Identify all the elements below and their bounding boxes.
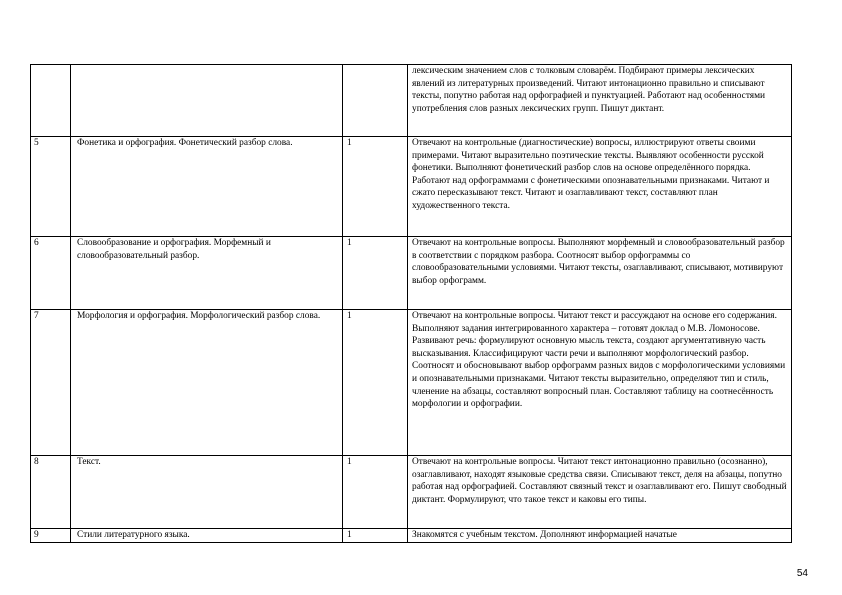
- row-topic: Стили литературного языка.: [71, 529, 343, 543]
- row-description: Отвечают на контрольные вопросы. Выполняют морфемный и словообразовательный разбор в соответствии с порядком разбора. Соотносят выбор орфограммы со словообразовательными условиями. Читают тексты, озаглавливают, списывают, мотивируют выбор орфограмм.: [408, 237, 792, 310]
- row-hours: [343, 65, 408, 137]
- row-description: Отвечают на контрольные вопросы. Читают текст интонационно правильно (осознанно), озаглавливают, находят языковые средства связи. Списывают текст, деля на абзацы, попутно работая над орфографией. Составляют связный текст и озаглавливают его. Пишут свободный диктант. Формулируют, что такое текст и каковы его типы.: [408, 456, 792, 529]
- row-topic: [71, 65, 343, 137]
- row-number: [31, 65, 71, 137]
- table-row: [31, 310, 792, 456]
- row-hours: 1: [343, 456, 408, 529]
- table-row: [31, 137, 792, 237]
- row-description: Знакомятся с учебным текстом. Дополняют информацией начатые: [408, 529, 792, 543]
- row-topic: Текст.: [71, 456, 343, 529]
- row-number: 6: [31, 237, 71, 310]
- row-hours: 1: [343, 137, 408, 237]
- page-number: 54: [796, 568, 808, 579]
- table-row: [31, 456, 792, 529]
- table-row: [31, 237, 792, 310]
- row-number: 9: [31, 529, 71, 543]
- table-row: [31, 65, 792, 137]
- row-topic: Фонетика и орфография. Фонетический разбор слова.: [71, 137, 343, 237]
- row-description: лексическим значением слов с толковым словарём. Подбирают примеры лексических явлений из литературных произведений. Читают интонационно правильно и списывают тексты, попутно работая над орфографией и пунктуацией. Работают над особенностями употребления слов разных лексических групп. Пишут диктант.: [408, 65, 792, 137]
- row-number: 5: [31, 137, 71, 237]
- row-description: Отвечают на контрольные вопросы. Читают текст и рассуждают на основе его содержания. Выполняют задания интегрированного характера – готовят доклад о М.В. Ломоносове. Развивают речь: формулируют основную мысль текста, создают аргументативную часть высказывания. Классифицируют части речи и выполняют морфологический разбор. Соотносят и обосновывают выбор орфограмм разных видов с морфологическими условиями и опознавательными признаками. Читают тексты выразительно, определяют тип и стиль, членение на абзацы, составляют вопросный план. Составляют таблицу на соотнесённость морфологии и орфографии.: [408, 310, 792, 456]
- row-description: Отвечают на контрольные (диагностические) вопросы, иллюстрируют ответы своими примерами. Читают выразительно поэтические тексты. Выявляют особенности русской фонетики. Выполняют фонетический разбор слов на основе определённого порядка. Работают над орфограммами с фонетическими опознавательными признаками. Читают и сжато пересказывают текст. Читают и озаглавливают текст, составляют план художественного текста.: [408, 137, 792, 237]
- row-hours: 1: [343, 529, 408, 543]
- thematic-plan-table: [30, 64, 792, 543]
- row-hours: 1: [343, 237, 408, 310]
- row-number: 7: [31, 310, 71, 456]
- row-hours: 1: [343, 310, 408, 456]
- row-topic: Морфология и орфография. Морфологический разбор слова.: [71, 310, 343, 456]
- table-row: [31, 529, 792, 543]
- row-topic: Словообразование и орфография. Морфемный и словообразовательный разбор.: [71, 237, 343, 310]
- row-number: 8: [31, 456, 71, 529]
